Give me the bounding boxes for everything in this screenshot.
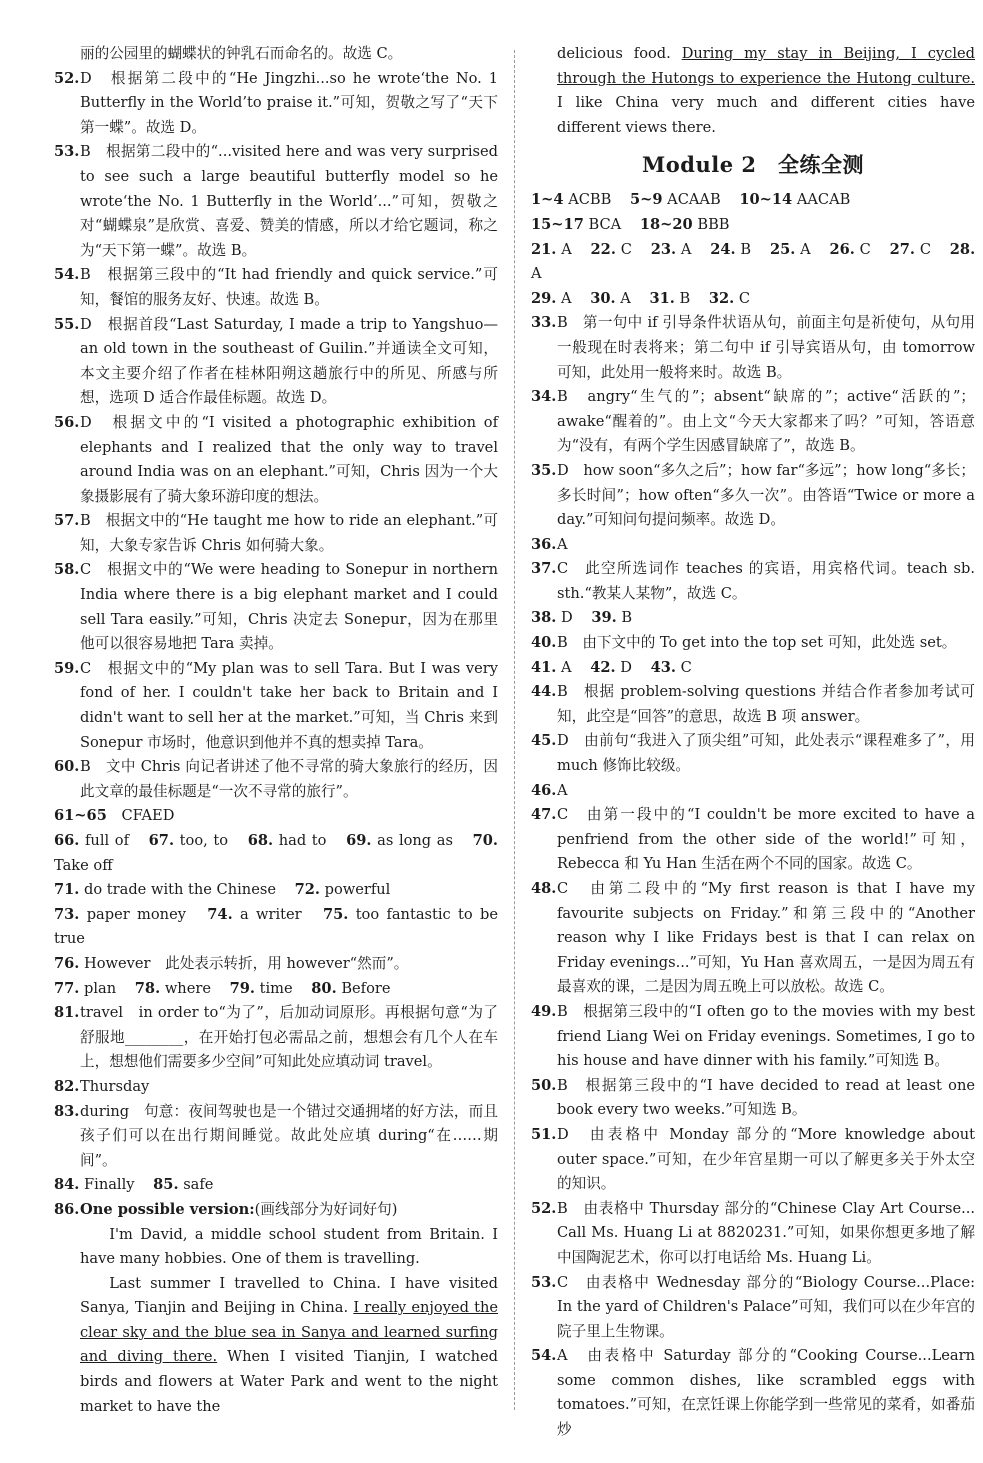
answer-row: 1~4 ACBB 5~9 ACAAB 10~14 AACAB bbox=[531, 191, 851, 209]
answer-item: 82. Thursday bbox=[54, 1077, 150, 1095]
answer-row: 21. A 22. C 23. A 24. B 25. A 26. C 27. C 28. A bbox=[531, 240, 976, 283]
answer-item: 58. C 根据文中的“We were heading to Sonepur in northern India where there is a big elephant market and I could sell Tara easily.”可知，Chris 决定去 Sonepur，因为在那里他可以很容易地把 Tara 卖掉。 bbox=[54, 561, 498, 653]
answer-row: 73. paper money 74. a writer 75. too fantastic to be true bbox=[54, 905, 498, 948]
continued-text: 丽的公园里的蝴蝶状的钟乳石而命名的。故选 C。 bbox=[80, 45, 403, 62]
answer-item: 56. D 根据文中的“I visited a photographic exhibition of elephants and I realized that the only way to travel around India was on an elephant.”可知，Chris 因为一个大象摄影展有了骑大象环游印度的想法。 bbox=[54, 413, 498, 505]
answer-item: 50. B 根据第三段中的“I have decided to read at least one book every two weeks.”可知选 B。 bbox=[531, 1076, 975, 1119]
essay-paragraph: I'm David, a middle school student from Britain. I have many hobbies. One of them is travelling. bbox=[80, 1225, 498, 1268]
answer-item: 34. B angry“生气的”；absent“缺席的”；active“活跃的”；awake“醒着的”。由上文“今天大家都来了吗？”可知，答语意为“没有，有两个学生因感冒缺席了”，故选 B。 bbox=[531, 388, 975, 455]
underlined-sentence: I really enjoyed the clear sky and the blue sea in Sanya and learned surfing and diving there. bbox=[80, 1299, 498, 1366]
essay-item: 86. One possible version:(画线部分为好词好句) bbox=[54, 1200, 398, 1218]
answer-row: 77. plan 78. where 79. time 80. Before bbox=[54, 979, 391, 997]
answer-row: 61~65 CFAED bbox=[54, 807, 175, 825]
answer-item: 47. C 由第一段中的“I couldn't be more excited to have a penfriend from the other side of the world!”可知，Rebecca 和 Yu Han 生活在两个不同的国家。故选 C。 bbox=[531, 806, 975, 873]
answer-row: 66. full of 67. too, to 68. had to 69. as long as 70. Take off bbox=[54, 832, 499, 874]
answer-item: 52. B 由表格中 Thursday 部分的“Chinese Clay Art Course... Call Ms. Huang Li at 8820231.”可知，如果你想更多地了解中国陶泥艺术，你可以打电话给 Ms. Huang Li。 bbox=[531, 1199, 975, 1266]
answer-row: 29. A 30. A 31. B 32. C bbox=[531, 289, 751, 307]
answer-row: 76. However 此处表示转折，用 however“然而”。 bbox=[54, 954, 409, 972]
right-column bbox=[531, 42, 975, 1443]
answer-item: 33. B 第一句中 if 引导条件状语从句，前面主句是祈使句，从句用一般现在时表将来；第二句中 if 引导宾语从句，由 tomorrow 可知，此处用一般将来时。故选 B。 bbox=[531, 314, 975, 381]
answer-item: 48. C 由第二段中的“My first reason is that I have my favourite subjects on Friday.”和第三段中的“Another reason why I like Fridays best is that I can relax on Friday evenings...”可知，Yu Han 喜欢周五，一是因为周五有最喜欢的课，二是因为周五晚上可以放松。故选 C。 bbox=[531, 880, 975, 996]
essay-note: (画线部分为好词好句) bbox=[254, 1200, 398, 1218]
answer-item: 81. travel in order to“为了”，后加动词原形。再根据句意“为了舒服地________，在开始打包必需品之前，想想会有几个人在车上，想想他们需要多少空间”可知此处应填动词 travel。 bbox=[54, 1004, 498, 1071]
answer-row: 84. Finally 85. safe bbox=[54, 1176, 214, 1194]
answer-item: 37. C 此空所选词作 teaches 的宾语，用宾格代词。teach sb. sth.“教某人某物”，故选 C。 bbox=[531, 560, 975, 602]
answer-item: 51. D 由表格中 Monday 部分的“More knowledge about outer space.”可知，在少年宫星期一可以了解更多关于外太空的知识。 bbox=[531, 1125, 975, 1193]
underlined-sentence: During my stay in Beijing, I cycled through the Hutongs to experience the Hutong culture. bbox=[557, 45, 975, 87]
answer-item: 59. C 根据文中的“My plan was to sell Tara. But I was very fond of her. I couldn't take her back to Britain and I didn't want to sell her at the market.”可知，当 Chris 来到 Sonepur 市场时，他意识到他并不真的想卖掉 Tara。 bbox=[54, 659, 498, 751]
answer-item: 46. A bbox=[531, 781, 568, 799]
left-column bbox=[54, 42, 498, 1419]
answer-item: 45. D 由前句“我进入了顶尖组”可知，此处表示“课程难多了”，用 much 修饰比较级。 bbox=[531, 732, 975, 775]
answer-row: 71. do trade with the Chinese 72. powerful bbox=[54, 881, 391, 899]
answer-item: 55. D 根据首段“Last Saturday, I made a trip to Yangshuo—an old town in the southeast of Guilin.”并通读全文可知，本文主要介绍了作者在桂林阳朔这趟旅行中的所见、所感与所想，选项 D 适合作最佳标题。故选 D。 bbox=[54, 315, 498, 407]
answer-item: 83. during 句意：夜间驾驶也是一个错过交通拥堵的好方法，而且孩子们可以在出行期间睡觉。故此处应填 during“在……期间”。 bbox=[54, 1102, 498, 1169]
answer-item: 53. C 由表格中 Wednesday 部分的“Biology Course...Place: In the yard of Children's Palace”可知，我们可以在少年宫的院子里上生物课。 bbox=[531, 1273, 975, 1340]
answer-item: 49. B 根据第三段中的“I often go to the movies with my best friend Liang Wei on Friday evenings. Sometimes, I go to his house and have dinner with his family.”可知选 B。 bbox=[531, 1002, 975, 1070]
answer-item: 40. B 由下文中的 To get into the top set 可知，此处选 set。 bbox=[531, 634, 957, 652]
answer-row: 38. D 39. B bbox=[531, 609, 633, 627]
answer-item: 52. D 根据第二段中的“He Jingzhi...so he wrote‘the No. 1 Butterfly in the World’to praise it.”可知，贺敬之写了“天下第一蝶”。故选 D。 bbox=[54, 69, 498, 136]
column-divider bbox=[514, 50, 515, 1410]
essay-heading: One possible version: bbox=[80, 1200, 255, 1218]
answer-item: 36. A bbox=[531, 535, 568, 553]
essay-body bbox=[54, 1223, 498, 1420]
answer-item: 44. B 根据 problem-solving questions 并结合作者参加考试可知，此空是“回答”的意思，故选 B 项 answer。 bbox=[531, 683, 975, 725]
answer-row: 41. A 42. D 43. C bbox=[531, 658, 692, 676]
answer-item: 54. A 由表格中 Saturday 部分的“Cooking Course...Learn some common dishes, like scrambled eggs with tomatoes.”可知，在烹饪课上你能学到一些常见的菜肴，如番茄炒 bbox=[531, 1347, 975, 1439]
module-title: Module 2 全练全测 bbox=[642, 152, 864, 178]
answer-item: 53. B 根据第二段中的“...visited here and was very surprised to see such a large beautiful butterfly model so he wrote‘the No. 1 Butterfly in the World’...”可知，贺敬之对“蝴蝶泉”是欣赏、喜爱、赞美的情感，所以才给它题词，称之为“天下第一蝶”。故选 B。 bbox=[54, 143, 498, 259]
answer-item: 60. B 文中 Chris 向记者讲述了他不寻常的骑大象旅行的经历，因此文章的最佳标题是“一次不寻常的旅行”。 bbox=[54, 758, 498, 800]
answer-item: 35. D how soon“多久之后”；how far“多远”；how long“多长；多长时间”；how often“多久一次”。由答语“Twice or more a day.”可知问句提问频率。故选 D。 bbox=[531, 461, 975, 529]
answer-item: 57. B 根据文中的“He taught me how to ride an elephant.”可知，大象专家告诉 Chris 如何骑大象。 bbox=[54, 512, 498, 554]
answer-item: 54. B 根据第三段中的“It had friendly and quick service.”可知，餐馆的服务友好、快速。故选 B。 bbox=[54, 266, 498, 308]
essay-paragraph: Last summer I travelled to China. I have visited Sanya, Tianjin and Beijing in China. I really enjoyed the clear sky and the blue sea in Sanya and learned surfing and diving there. When I visited Tianjin, I watched birds and flowers at Water Park and went to the night market to have the bbox=[80, 1274, 498, 1415]
answer-row: 15~17 BCA 18~20 BBB bbox=[531, 215, 730, 233]
essay-continued: delicious food. During my stay in Beijing, I cycled through the Hutongs to experience the Hutong culture. I like China very much and different cities have different views there. bbox=[557, 45, 975, 136]
